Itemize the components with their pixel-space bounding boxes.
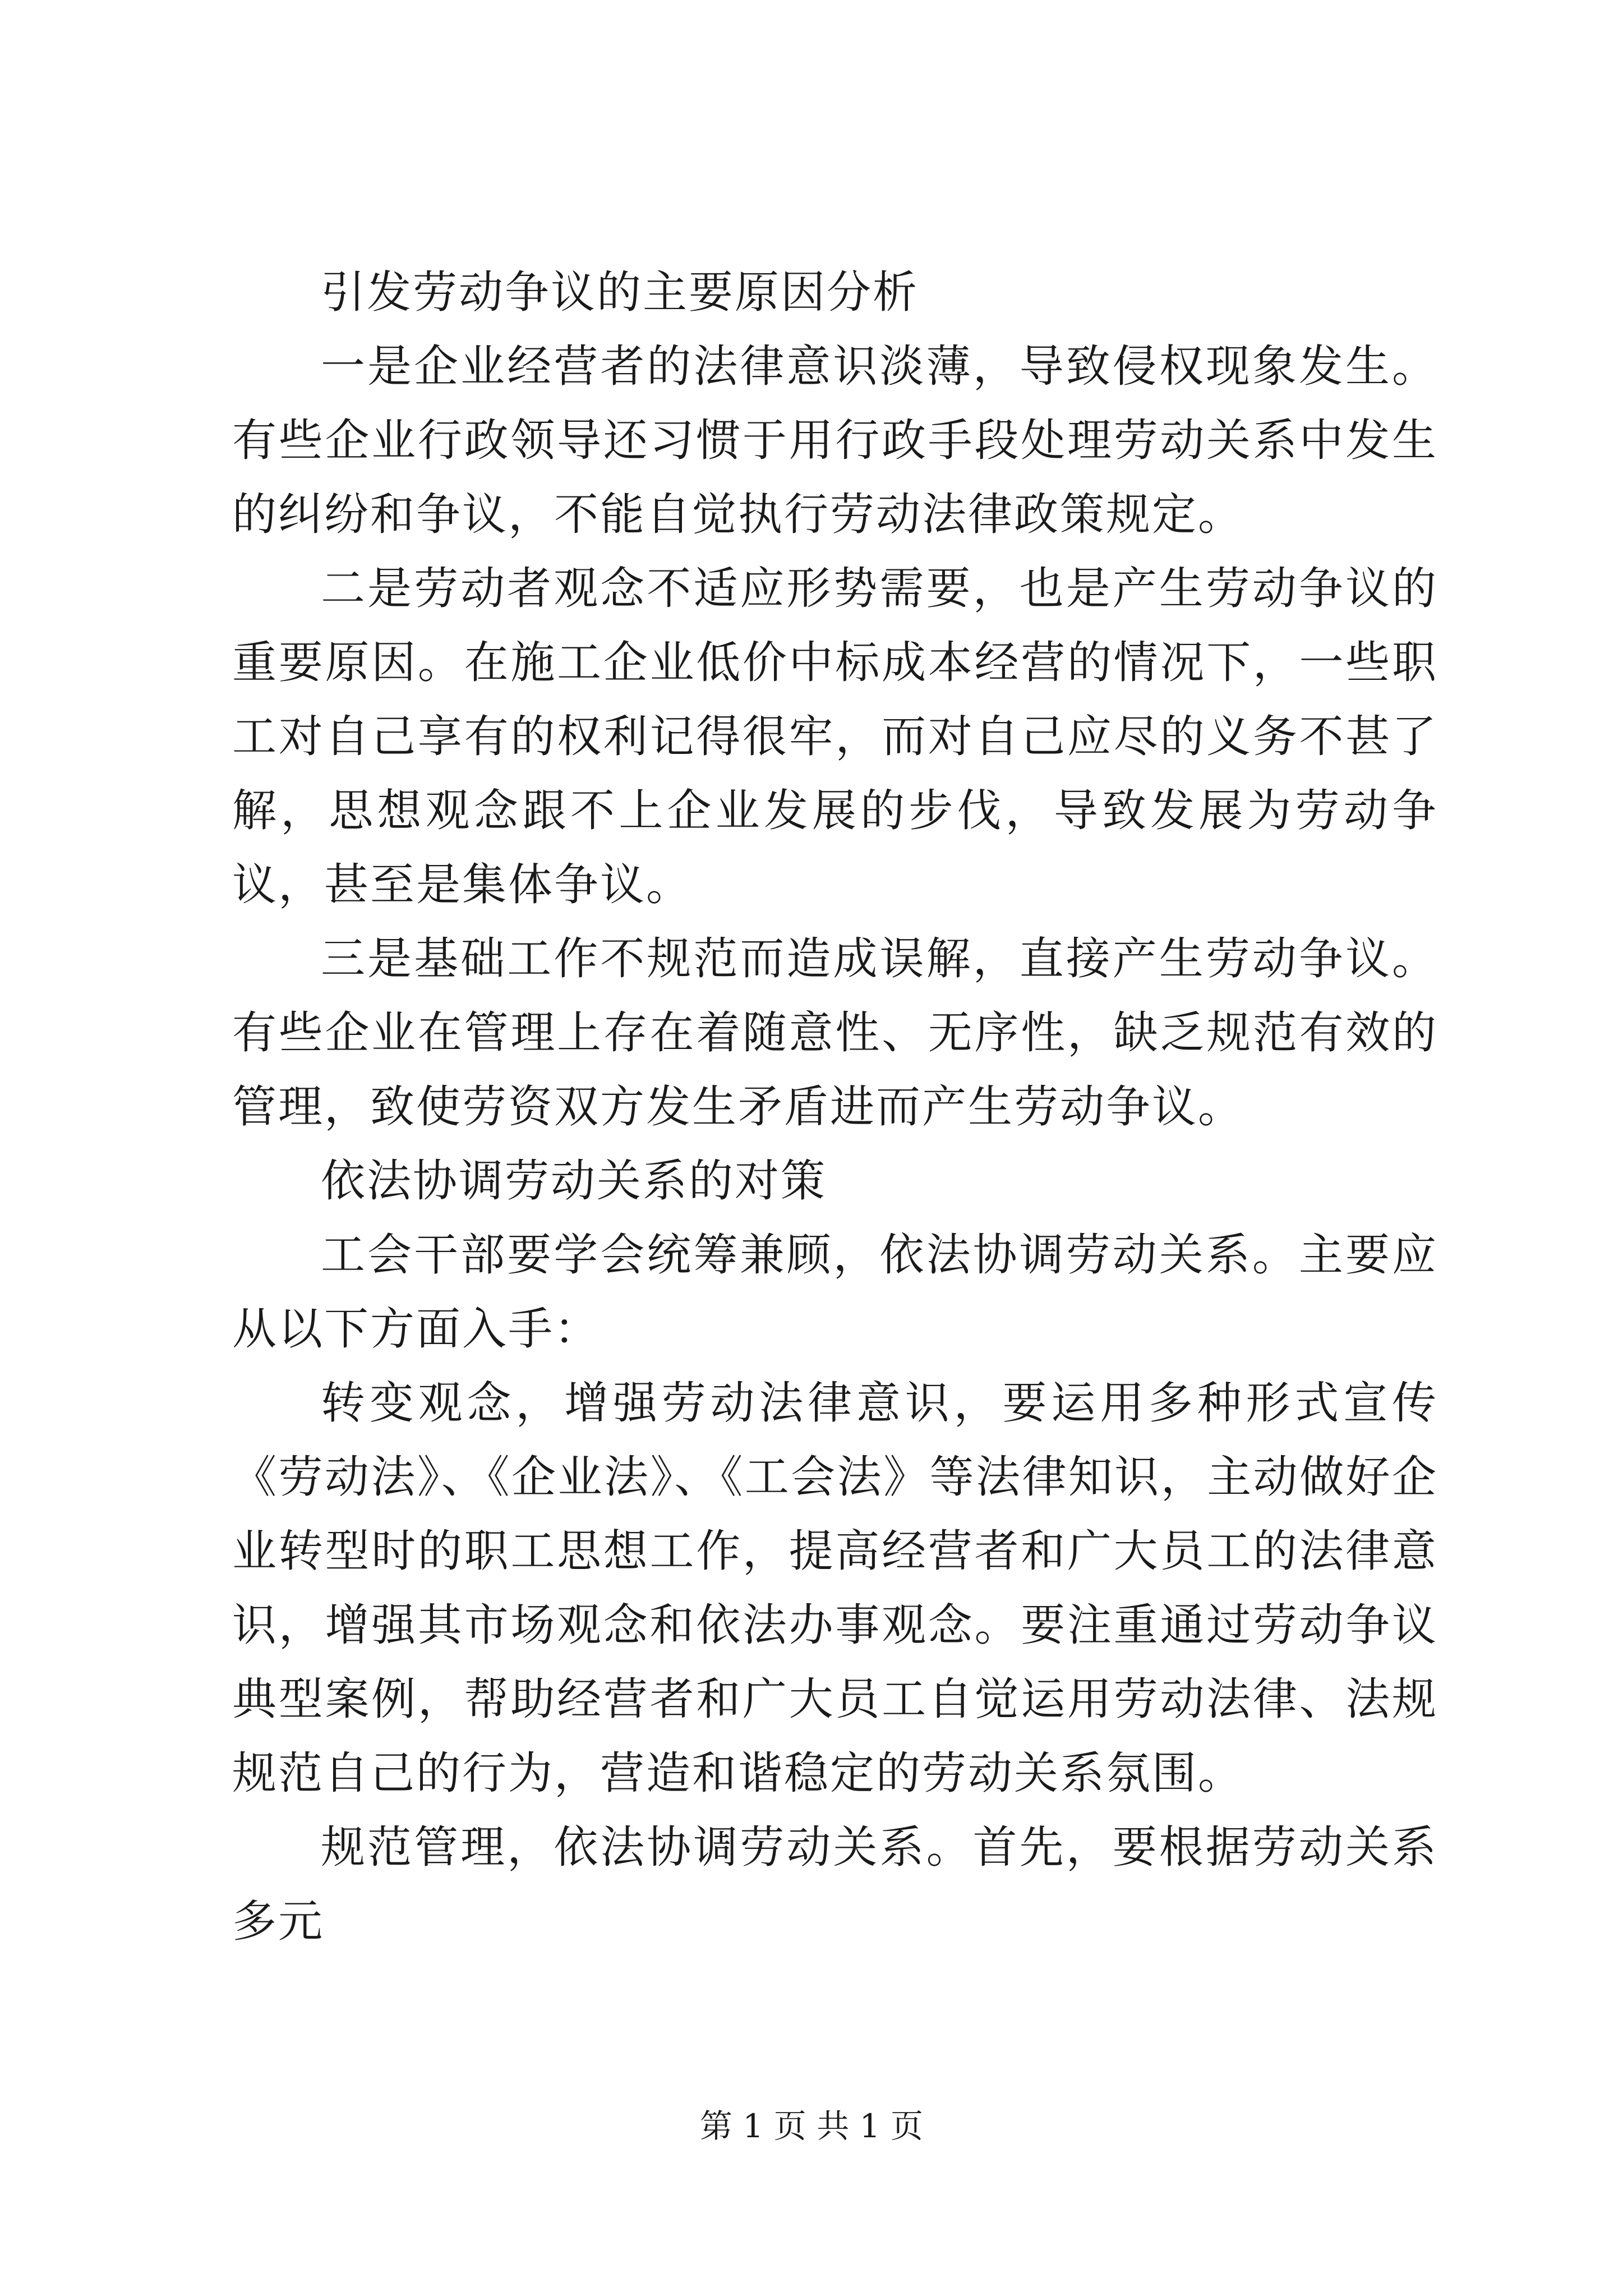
paragraph-countermeasures-intro: 工会干部要学会统筹兼顾，依法协调劳动关系。主要应从以下方面入手： bbox=[232, 1229, 1438, 1355]
page-number-label: 第 1 页 共 1 页 bbox=[700, 2107, 923, 2145]
paragraph-cause-1: 一是企业经营者的法律意识淡薄，导致侵权现象发生。有些企业行政领导还习惯于用行政手段处理劳动关系中发生的纠纷和争议，不能自觉执行劳动法律政策规定。 bbox=[232, 341, 1438, 540]
paragraph-cause-2: 二是劳动者观念不适应形势需要，也是产生劳动争议的重要原因。在施工企业低价中标成本经营的情况下，一些职工对自己享有的权利记得很牢，而对自己应尽的义务不甚了解，思想观念跟不上企业发展的步伐，导致发展为劳动争议，甚至是集体争议。 bbox=[232, 563, 1438, 910]
document-body bbox=[232, 255, 1438, 1958]
section-heading-countermeasures: 依法协调劳动关系的对策 bbox=[321, 1155, 827, 1207]
paragraph-countermeasure-2: 规范管理，依法协调劳动关系。首先，要根据劳动关系多元 bbox=[232, 1821, 1438, 1947]
paragraph-countermeasure-1: 转变观念，增强劳动法律意识，要运用多种形式宣传《劳动法》、《企业法》、《工会法》等法律知识，主动做好企业转型时的职工思想工作，提高经营者和广大员工的法律意识，增强其市场观念和依法办事观念。要注重通过劳动争议典型案例，帮助经营者和广大员工自觉运用劳动法律、法规规范自己的行为，营造和谐稳定的劳动关系氛围。 bbox=[232, 1377, 1438, 1799]
section-heading-causes: 引发劳动争议的主要原因分析 bbox=[321, 266, 919, 318]
paragraph-cause-3: 三是基础工作不规范而造成误解，直接产生劳动争议。有些企业在管理上存在着随意性、无序性，缺乏规范有效的管理，致使劳资双方发生矛盾进而产生劳动争议。 bbox=[232, 933, 1438, 1133]
page-footer bbox=[0, 2104, 1623, 2148]
